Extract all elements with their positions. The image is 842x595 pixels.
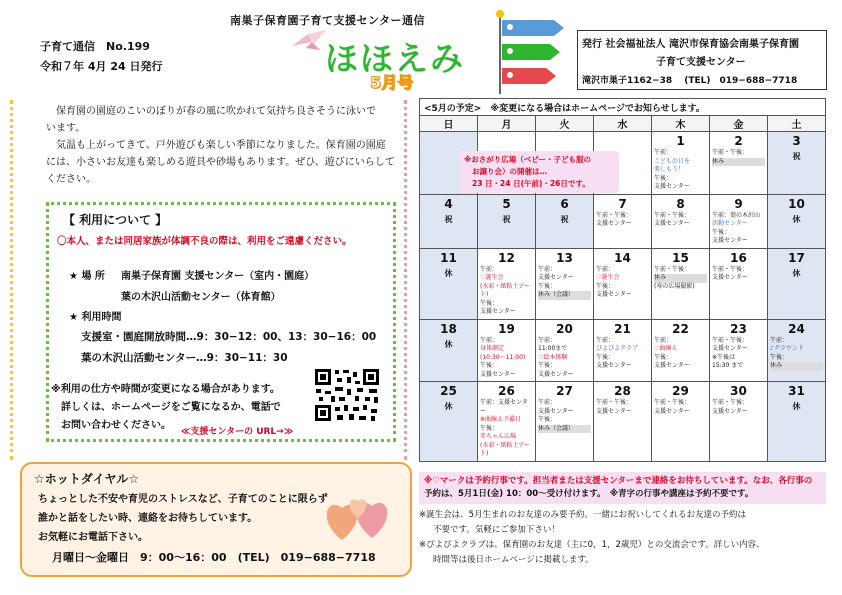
intro-line: ください。 xyxy=(46,174,96,185)
intro-line: 保育園の園庭のこいのぼりが春の風に吹かれて気持ち良さそうに泳いで xyxy=(56,106,376,117)
calendar-day xyxy=(594,248,652,319)
calendar-day xyxy=(536,319,594,381)
day-event: 支援センター xyxy=(654,183,690,191)
usage-title: 【 利用について 】 xyxy=(63,213,168,227)
calendar-day xyxy=(478,319,536,381)
day-event: ♡曲線え xyxy=(654,345,678,353)
calendar-day xyxy=(652,194,710,248)
issue-number: 子育て通信 No.199 xyxy=(40,40,150,53)
day-event: 支援センター xyxy=(480,308,516,316)
day-event: 午前： xyxy=(654,336,673,344)
weekday-tue: 火 xyxy=(536,116,594,132)
day-event: 午前： xyxy=(480,265,499,273)
hearts-icon xyxy=(322,488,402,544)
day-event: 休み xyxy=(770,362,823,371)
day-event: 午後： xyxy=(654,174,673,182)
day-number: 9 xyxy=(734,196,743,211)
closed-label: 祝 xyxy=(502,214,511,224)
day-number: 28 xyxy=(614,384,631,399)
day-number: 17 xyxy=(788,250,805,265)
day-number: 2 xyxy=(734,134,743,149)
calendar-day xyxy=(594,319,652,381)
day-number: 3 xyxy=(792,134,801,149)
day-number: 29 xyxy=(672,384,689,399)
day-event: 午前： xyxy=(538,336,557,344)
calendar-day xyxy=(710,194,768,248)
usage-info-box xyxy=(46,202,396,442)
hand-me-down-event-box xyxy=(459,151,619,193)
day-number: 20 xyxy=(556,321,573,336)
day-number: 15 xyxy=(672,250,689,265)
day-event: 休み（会議） xyxy=(538,425,591,434)
day-event: 支援センター xyxy=(712,274,748,282)
day-number: 31 xyxy=(788,384,805,399)
calendar-day xyxy=(478,194,536,248)
weekday-row xyxy=(420,116,826,132)
reservation-note xyxy=(419,472,826,504)
day-number: 14 xyxy=(614,250,631,265)
hotline-box xyxy=(20,462,412,577)
closed-label: 休 xyxy=(792,402,801,412)
calendar-day xyxy=(652,319,710,381)
closed-label: 祝 xyxy=(444,214,453,224)
day-number: 8 xyxy=(676,196,685,211)
decorative-border xyxy=(10,100,14,460)
birthday-note: ※誕生会は、5月生まれのお友達のみ要予約。一緒にお祝いしてくれるお友達の予約は xyxy=(419,510,747,520)
day-event: ♡誕生会 xyxy=(480,274,504,282)
day-event: (10:30〜11:00) xyxy=(480,353,526,361)
decorative-border xyxy=(404,100,408,460)
day-event: 午前・午後： xyxy=(654,399,691,407)
newsletter-subtitle: 5月号 xyxy=(370,73,414,92)
day-event: 午前： xyxy=(538,399,557,407)
closed-label: 休 xyxy=(444,268,453,278)
hours-1: 支援室・園庭開放時間…9：30−12：00、13：30−16：00 xyxy=(81,331,377,343)
day-number: 23 xyxy=(730,321,747,336)
day-event: 午前：葉の木沢山 xyxy=(712,211,761,219)
day-event: 支援センター xyxy=(596,220,632,228)
qr-code-icon[interactable] xyxy=(311,367,383,423)
closed-label: 休 xyxy=(792,214,801,224)
day-event: 休み xyxy=(654,274,707,283)
day-number: 7 xyxy=(618,196,627,211)
calendar-day xyxy=(478,382,536,462)
intro-line: には、小さいお友達も楽しめる遊具や砂場もあります。ぜひ、遊びにいらして xyxy=(46,157,395,168)
day-event: (水彩・紙粘土アート) xyxy=(480,441,531,458)
weekday-sun: 日 xyxy=(420,116,478,132)
day-event: 支援センター xyxy=(712,237,748,245)
calendar-day xyxy=(478,248,536,319)
hotline-line: ちょっとした不安や育児のストレスなど、子育てのことに限らず xyxy=(38,494,328,505)
day-number: 18 xyxy=(440,321,457,336)
closed-label: 休 xyxy=(444,402,453,412)
day-event: 支援センター xyxy=(654,407,690,415)
day-event: 15:30 まで xyxy=(712,362,744,370)
place-2: 葉の木沢山活動センター（体育館） xyxy=(121,292,281,303)
day-event: 支援センター xyxy=(654,362,690,370)
calendar xyxy=(419,115,826,462)
day-number: 26 xyxy=(498,384,515,399)
calendar-day xyxy=(652,248,710,319)
day-event: ♡誕生会 xyxy=(596,274,620,282)
day-event: ♪グラウンド xyxy=(770,345,804,353)
calendar-day xyxy=(594,382,652,462)
calendar-week xyxy=(420,319,826,381)
publisher-box xyxy=(577,30,827,90)
day-event: 活動センター xyxy=(712,220,748,228)
koinobori-icon xyxy=(494,8,574,96)
calendar-heading: <5月の予定> ※変更になる場合はホームページでお知らせします。 xyxy=(419,98,826,115)
day-event: ※午後は xyxy=(712,353,736,361)
calendar-day xyxy=(768,194,826,248)
day-event: 支援センター xyxy=(596,407,632,415)
place-label: ★ 場 所 xyxy=(69,271,105,282)
calendar-day xyxy=(652,382,710,462)
day-event: 午前： xyxy=(538,265,557,273)
weekday-mon: 月 xyxy=(478,116,536,132)
reservation-note-line: 予約は、5月1日(金) 10：00〜受け付けます。 ※青字の行事や講座は予約不要です。 xyxy=(424,489,754,499)
calendar-notes xyxy=(419,472,826,587)
day-event: 支援センター xyxy=(538,370,574,378)
issue-date: 令和７年 4月 24 日発行 xyxy=(40,60,163,73)
calendar-day xyxy=(652,132,710,194)
day-event: 午後： xyxy=(770,353,789,361)
day-event: 支援センター xyxy=(712,345,748,353)
calendar-day xyxy=(710,382,768,462)
day-event: 午後： xyxy=(712,228,731,236)
calendar-day xyxy=(710,248,768,319)
newsletter-title: ほほえみ xyxy=(325,39,465,78)
day-event: 午後： xyxy=(596,282,615,290)
event-box-line: お譲り会）の開催は… xyxy=(472,167,547,176)
day-event: 午前・午後： xyxy=(654,265,691,273)
day-event: 午後： xyxy=(538,416,557,424)
calendar-week xyxy=(420,248,826,319)
day-number: 22 xyxy=(672,321,689,336)
day-number: 10 xyxy=(788,196,805,211)
calendar-day xyxy=(768,382,826,462)
day-event: 午前・午後： xyxy=(596,211,633,219)
day-number: 24 xyxy=(788,321,805,336)
day-event: 身体測定 xyxy=(480,345,505,353)
weekday-sat: 土 xyxy=(768,116,826,132)
day-event: こどもの日を xyxy=(654,157,691,165)
day-event: 11:00まで xyxy=(538,345,568,353)
day-event: 午前・午後： xyxy=(712,265,749,273)
closed-label: 休 xyxy=(792,268,801,278)
calendar-day xyxy=(710,319,768,381)
day-number: 11 xyxy=(440,250,457,265)
day-number: 4 xyxy=(444,196,453,211)
day-event: 休み（会議） xyxy=(538,291,591,300)
hotline-phone: 月曜日〜金曜日 9：00〜16：00 (TEL) 019−688−7718 xyxy=(52,551,376,564)
hotline-title: ☆ホットダイヤル☆ xyxy=(34,472,140,486)
usage-warning: 〇本人、または同居家族が体調不良の際は、利用をご遠慮ください。 xyxy=(57,236,352,247)
paper-crane-icon xyxy=(290,28,328,54)
closed-label: 休 xyxy=(444,339,453,349)
calendar-week xyxy=(420,382,826,462)
day-event: 午前・午後： xyxy=(712,399,749,407)
closed-label: 祝 xyxy=(792,152,801,162)
calendar-day xyxy=(594,194,652,248)
day-event: 赤ちゃん広場 xyxy=(480,433,517,441)
usage-note-3: お問い合わせください。 xyxy=(61,420,171,431)
intro-line: います。 xyxy=(46,123,86,134)
birthday-note-cont: 不要です。気軽にご参加下さい！ xyxy=(433,525,560,535)
support-url-link[interactable]: ≪支援センターの URL→≫ xyxy=(181,427,294,437)
day-number: 27 xyxy=(556,384,573,399)
event-box-line: ※おさがり広場（ベビー・子ども服の xyxy=(464,155,591,164)
day-event: 午前： xyxy=(654,149,673,157)
day-event: 支援センター xyxy=(538,407,574,415)
day-event: 午前・午後： xyxy=(596,399,633,407)
day-event: 午前：支援センター xyxy=(480,399,528,415)
day-event: 支援センター xyxy=(712,407,748,415)
calendar-day xyxy=(768,319,826,381)
intro-text xyxy=(46,103,401,188)
hotline-line: お気軽にお電話下さい。 xyxy=(38,532,148,543)
day-event: 午後： xyxy=(538,362,557,370)
calendar-week xyxy=(420,194,826,248)
day-number: 30 xyxy=(730,384,747,399)
day-event: 休み xyxy=(712,158,765,167)
reservation-note-line: ※♡マークは予約行事です。担当者または支援センターまで連絡をお待ちしています。なお、各行事の xyxy=(424,476,813,486)
weekday-fri: 金 xyxy=(710,116,768,132)
calendar-day xyxy=(536,382,594,462)
hotline-line: 誰かと話をしたい時、連絡をお待ちしています。 xyxy=(38,513,258,524)
calendar-day xyxy=(768,132,826,194)
day-event: 午前・午後： xyxy=(654,211,691,219)
closed-label: 祝 xyxy=(560,214,569,224)
publisher-line-2: 子育て支援センター xyxy=(656,57,746,68)
usage-note-2: 詳しくは、ホームページをご覧になるか、電話で xyxy=(61,402,281,413)
day-event: 午後： xyxy=(654,353,673,361)
calendar-day xyxy=(420,194,478,248)
day-number: 16 xyxy=(730,250,747,265)
day-event: 午後： xyxy=(480,362,499,370)
day-event: 午前： xyxy=(596,336,615,344)
calendar-day xyxy=(420,382,478,462)
day-number: 1 xyxy=(676,134,685,149)
piyopiyo-note-cont: 時間等は後日ホームページに掲載します。 xyxy=(433,555,594,565)
day-event: 午前： xyxy=(480,336,499,344)
calendar-day xyxy=(420,248,478,319)
day-event: ♡絵本体験 xyxy=(538,353,568,361)
day-number: 5 xyxy=(502,196,511,211)
day-event: 支援センター xyxy=(596,362,632,370)
piyopiyo-note: ※ぴよぴよクラブは、保育園のお友達（主に0，1，2歳児）との交流会です。詳しい内容、 xyxy=(419,540,765,550)
publisher-address: 滝沢市巣子1162−38 (TEL) 019−688−7718 xyxy=(582,76,798,86)
calendar-day xyxy=(536,194,594,248)
day-number: 6 xyxy=(560,196,569,211)
day-event: 午後： xyxy=(480,299,499,307)
day-number: 19 xyxy=(498,321,515,336)
day-event: 午前・午後： xyxy=(712,149,749,157)
day-event: 支援センター xyxy=(654,220,690,228)
day-event: 楽しもう！ xyxy=(654,166,685,174)
day-number: 25 xyxy=(440,384,457,399)
day-event: ぴよぴよクラブ xyxy=(596,345,639,353)
intro-line: 気温も上がってきて、戸外遊びも楽しい季節になりました。保育園の園庭 xyxy=(56,140,386,151)
calendar-day xyxy=(710,132,768,194)
day-number: 21 xyxy=(614,321,631,336)
calendar-day xyxy=(768,248,826,319)
day-event: (寿の広場撮影) xyxy=(654,282,695,290)
day-number: 13 xyxy=(556,250,573,265)
day-event: (水彩・紙粘土アート) xyxy=(480,282,531,299)
weekday-thu: 木 xyxy=(652,116,710,132)
place-1: 南巣子保育園 支援センター（室内・園庭） xyxy=(121,271,315,282)
calendar-day xyxy=(536,248,594,319)
event-box-line: 23 日・24 日(午前)・26日です。 xyxy=(472,179,590,188)
hours-label: ★ 利用時間 xyxy=(69,312,122,323)
day-event: 午後： xyxy=(596,353,615,361)
calendar-day xyxy=(420,319,478,381)
day-event: 午前・午後： xyxy=(712,336,749,344)
day-number: 12 xyxy=(498,250,515,265)
hours-2: 葉の木沢山活動センター…9：30−11：30 xyxy=(81,352,288,364)
newsletter-header: 南巣子保育園子育て支援センター通信 xyxy=(230,14,426,27)
usage-note-1: ※利用の仕方や時間が変更になる場合があります。 xyxy=(51,384,280,395)
day-event: 支援センター xyxy=(480,370,516,378)
day-event: ※曲線え予備日 xyxy=(480,416,522,424)
day-event: 午前： xyxy=(770,336,789,344)
day-event: 支援センター xyxy=(596,291,632,299)
day-event: 支援センター xyxy=(538,274,574,282)
day-event: 午後： xyxy=(480,424,499,432)
day-event: 午後： xyxy=(538,282,557,290)
weekday-wed: 水 xyxy=(594,116,652,132)
publisher-line-1: 発行 社会福祉法人 滝沢市保育協会南巣子保育園 xyxy=(582,39,799,50)
day-event: 午前： xyxy=(596,265,615,273)
